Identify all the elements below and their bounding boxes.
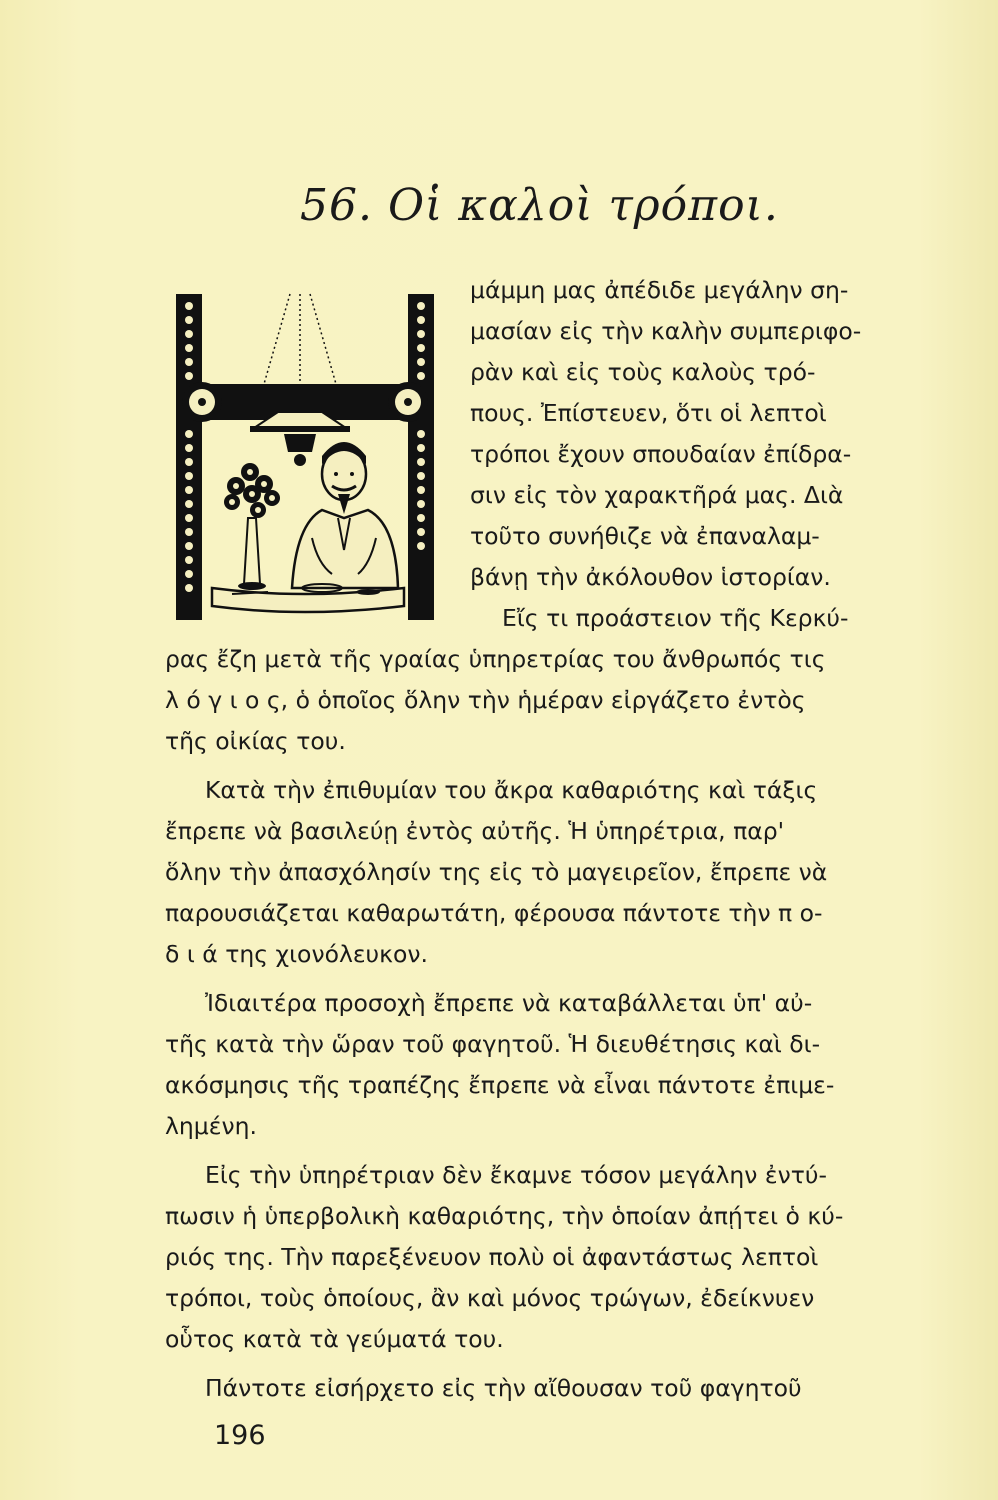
text-line: πους. Ἐπίστευεν, ὅτι οἱ λεπτοὶ <box>470 399 827 427</box>
text-line: λημένη. <box>165 1112 257 1140</box>
text-line: Ἰδιαιτέρα προσοχὴ ἔπρεπε νὰ καταβάλλεται ὑπ' αὐ- <box>205 989 813 1017</box>
text-line: πωσιν ἡ ὑπερβολικὴ καθαριότης, τὴν ὁποίαν ἀπῄτει ὁ κύ- <box>165 1202 844 1230</box>
page-number: 196 <box>214 1420 266 1451</box>
text-line: παρουσιάζεται καθαρωτάτη, φέρουσα πάντοτε τὴν π ο- <box>165 899 823 927</box>
text-line: οὗτος κατὰ τὰ γεύματά του. <box>165 1325 504 1353</box>
text-line: λ ό γ ι ο ς, ὁ ὁποῖος ὅλην τὴν ἡμέραν εἰργάζετο ἐντὸς <box>165 686 806 714</box>
text-line: ἔπρεπε νὰ βασιλεύῃ ἐντὸς αὐτῆς. Ἡ ὑπηρέτρια, παρ' <box>165 817 785 845</box>
text-line: τοῦτο συνήθιζε νὰ ἐπαναλαμ- <box>470 522 820 550</box>
dining-man-illustration-icon <box>172 288 444 624</box>
text-line: Πάντοτε εἰσήρχετο εἰς τὴν αἴθουσαν τοῦ φαγητοῦ <box>205 1374 802 1402</box>
text-line: ριός της. Τὴν παρεξένευον πολὺ οἱ ἀφαντάστως λεπτοὶ <box>165 1243 819 1271</box>
text-line: μασίαν εἰς τὴν καλὴν συμπεριφο- <box>470 317 862 345</box>
text-line: βάνῃ τὴν ἀκόλουθον ἱστορίαν. <box>470 563 831 591</box>
text-line: τρόποι ἔχουν σπουδαίαν ἐπίδρα- <box>470 440 852 468</box>
text-line: ρὰν καὶ εἰς τοὺς καλοὺς τρό- <box>470 358 816 386</box>
text-line: ρας ἔζη μετὰ τῆς γραίας ὑπηρετρίας του ἄνθρωπός τις <box>165 645 826 673</box>
text-line: Εἴς τι προάστειον τῆς Κερκύ- <box>502 604 849 632</box>
text-line: τῆς κατὰ τὴν ὥραν τοῦ φαγητοῦ. Ἡ διευθέτησις καὶ δι- <box>165 1030 821 1058</box>
text-line: ακόσμησις τῆς τραπέζης ἔπρεπε νὰ εἶναι πάντοτε ἐπιμε- <box>165 1071 835 1099</box>
text-line: τῆς οἰκίας του. <box>165 727 346 755</box>
chapter-title: 56. Οἱ καλοὶ τρόποι. <box>300 180 779 231</box>
text-line: δ ι ά της χιονόλευκον. <box>165 940 428 968</box>
text-line: Κατὰ τὴν ἐπιθυμίαν του ἄκρα καθαριότης καὶ τάξις <box>205 776 818 804</box>
text-line: σιν εἰς τὸν χαρακτῆρά μας. Διὰ <box>470 481 844 509</box>
text-line: τρόποι, τοὺς ὁποίους, ἂν καὶ μόνος τρώγων, ἐδείκνυεν <box>165 1284 815 1312</box>
text-line: Εἰς τὴν ὑπηρέτριαν δὲν ἔκαμνε τόσον μεγάλην ἐντύ- <box>205 1161 827 1189</box>
text-line: ὅλην τὴν ἀπασχόλησίν της εἰς τὸ μαγειρεῖον, ἔπρεπε νὰ <box>165 858 828 886</box>
text-line: μάμμη μας ἀπέδιδε μεγάλην ση- <box>470 276 849 304</box>
